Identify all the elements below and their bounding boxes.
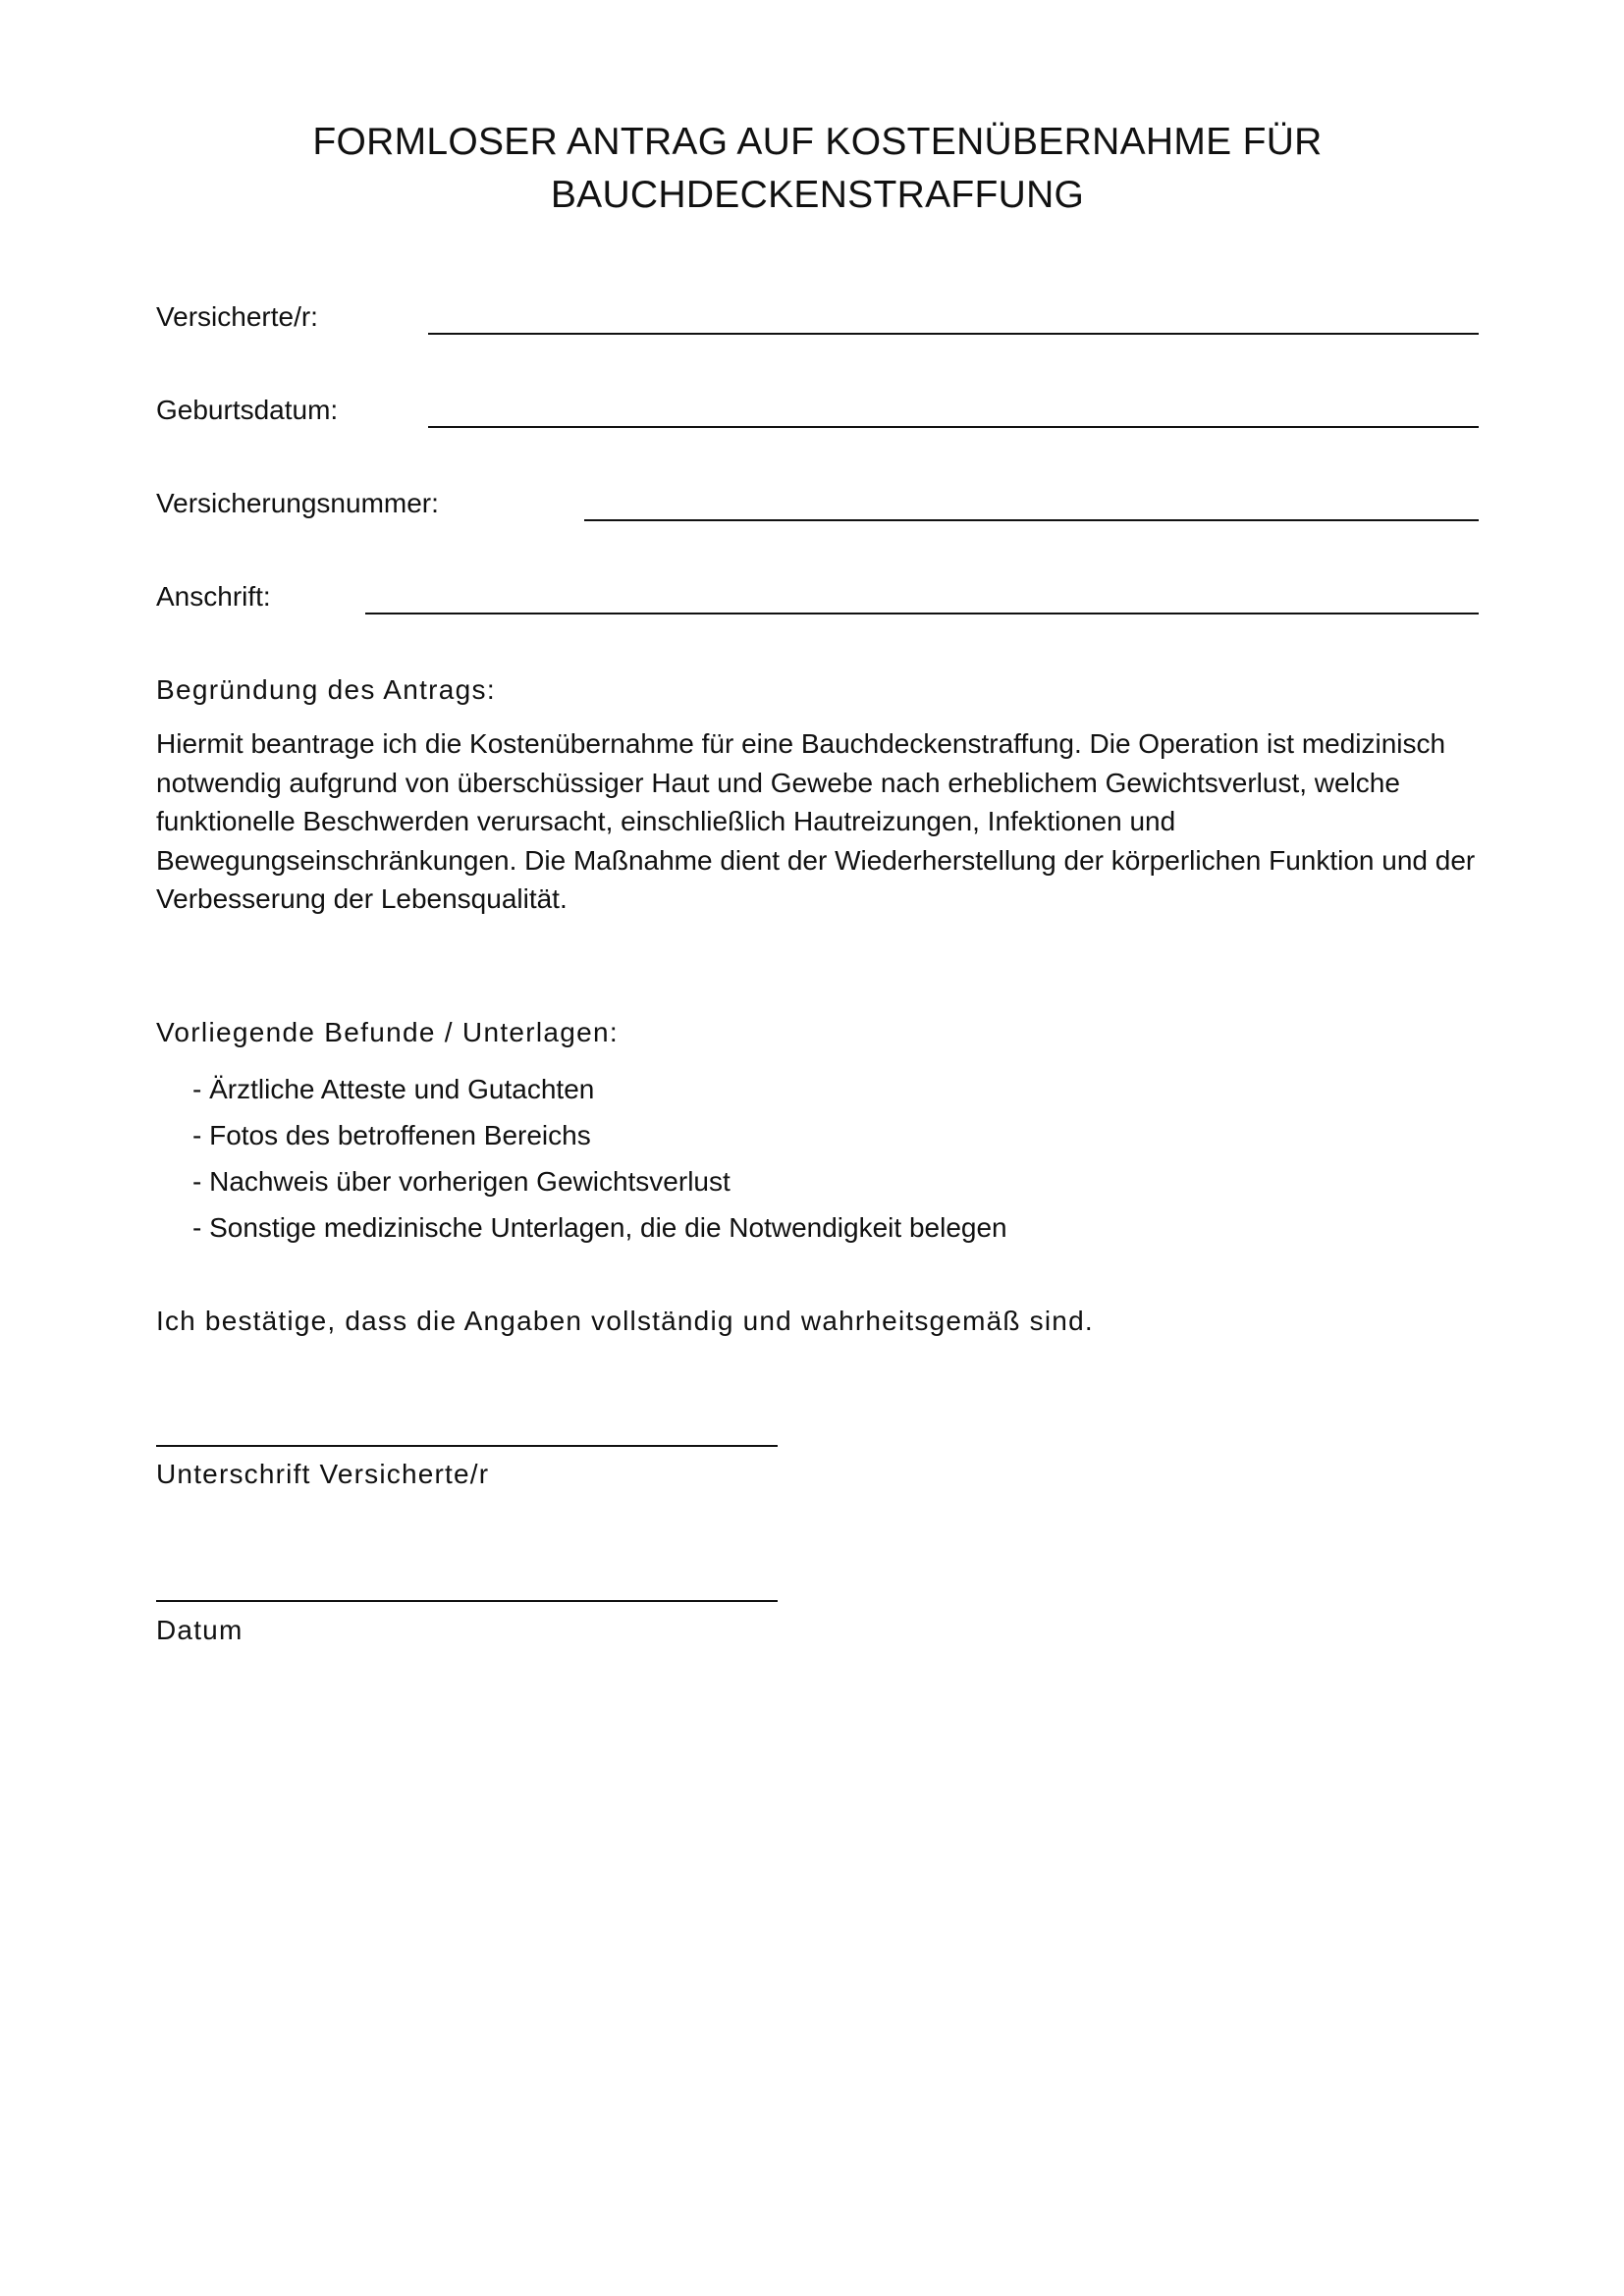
reason-line: funktionelle Beschwerden verursacht, einschließlich Hautreizungen, Infektionen und — [156, 806, 1176, 836]
confirmation-statement: Ich bestätige, dass die Angaben vollständig und wahrheitsgemäß sind. — [156, 1306, 1094, 1336]
birthdate-field-line[interactable] — [428, 426, 1479, 428]
list-item: - Sonstige medizinische Unterlagen, die die Notwendigkeit belegen — [192, 1212, 1007, 1243]
document-title-line-1: FORMLOSER ANTRAG AUF KOSTENÜBERNAHME FÜR — [312, 121, 1323, 163]
list-item: - Fotos des betroffenen Bereichs — [192, 1120, 591, 1150]
signature-caption: Unterschrift Versicherte/r — [156, 1459, 490, 1489]
address-label: Anschrift: — [156, 581, 271, 612]
reason-line: Verbesserung der Lebensqualität. — [156, 883, 568, 914]
reason-line: Hiermit beantrage ich die Kostenübernahme für eine Bauchdeckenstraffung. Die Operation ist medizinisch — [156, 728, 1446, 759]
reason-line: Bewegungseinschränkungen. Die Maßnahme dient der Wiederherstellung der körperlichen Funktion und der — [156, 844, 1476, 876]
reason-line: notwendig aufgrund von überschüssiger Haut und Gewebe nach erheblichem Gewichtsverlust, welche — [156, 767, 1400, 798]
document-title-line-2: BAUCHDECKENSTRAFFUNG — [550, 174, 1085, 216]
date-caption: Datum — [156, 1615, 244, 1645]
documents-heading: Vorliegende Befunde / Unterlagen: — [156, 1017, 619, 1047]
insured-field-line[interactable] — [428, 333, 1479, 335]
reason-heading: Begründung des Antrags: — [156, 674, 496, 705]
insurance-number-field-line[interactable] — [584, 519, 1479, 521]
list-item: - Ärztliche Atteste und Gutachten — [192, 1074, 595, 1104]
insured-label: Versicherte/r: — [156, 301, 318, 332]
documents-list — [192, 1066, 1007, 1251]
list-item: - Nachweis über vorherigen Gewichtsverlust — [192, 1166, 731, 1197]
signature-line[interactable] — [156, 1445, 778, 1447]
insurance-number-label: Versicherungsnummer: — [156, 488, 439, 518]
birthdate-label: Geburtsdatum: — [156, 395, 339, 425]
address-field-line[interactable] — [365, 613, 1479, 614]
reason-paragraph — [156, 724, 1491, 919]
date-line[interactable] — [156, 1600, 778, 1602]
